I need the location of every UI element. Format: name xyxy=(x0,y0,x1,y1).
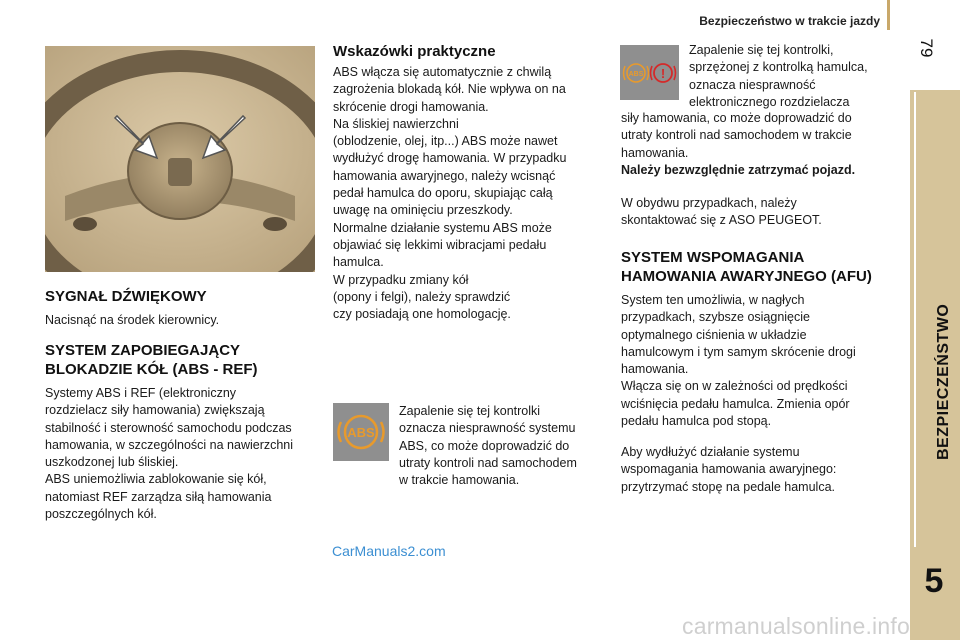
abs-ref-title-line1: SYSTEM ZAPOBIEGAJĄCY xyxy=(45,342,241,359)
abs-lamp-text: Zapalenie się tej kontrolki oznacza niesprawność systemu ABS, co może doprowadzić do utraty kontroli nad samochodem w trakcie hamowania. xyxy=(399,404,577,488)
abs-brake-text-beside: Zapalenie się tej kontrolki, sprzężonej z kontrolką hamulca, oznacza niesprawność elektronicznego rozdzielacza xyxy=(689,43,868,109)
abs-icon-label: ABS xyxy=(347,425,375,440)
abs-brake-warning: Należy bezwzględnie zatrzymać pojazd. xyxy=(621,163,856,177)
abs-brake-icon-alert-label: ! xyxy=(660,66,666,81)
footer-watermark: carmanualsonline.info xyxy=(682,613,910,639)
abs-ref-text: Systemy ABS i REF (elektroniczny rozdzielacz siły hamowania) zwiększają stabilność i sterowność samochodu podczas hamowania, w szczególności na nawierzchni uszkodzonej lub śliskiej. ABS uniemożliwia zablokowanie się kół, natomiast REF zarządza siłą hamowania poszczególnych kół. xyxy=(45,386,294,522)
afu-text: System ten umożliwia, w nagłych przypadkach, szybsze osiągnięcie optymalnego ciśnienia w układzie hamulcowym i tym samym skrócenie drogi hamowania. Włącza się on w zależności od prędkości wciśnięcia pedału hamulca. Zmienia opór pedału hamulca pod stopą. xyxy=(621,293,856,429)
abs-warning-icon xyxy=(333,403,389,461)
page-number: 79 xyxy=(917,38,936,58)
chapter-number: 5 xyxy=(924,562,944,600)
tips-text: ABS włącza się automatycznie z chwilą zagrożenia blokadą kół. Nie wpływa on na skrócenie drogi hamowania. Na śliskiej nawierzchni (oblodzenie, olej, itp...) ABS może nawet wydłużyć drogę hamowania. W przypadku hamowania awaryjnego, należy wcisnąć pedał hamulca do oporu, skupiając całą uwagę na ominięciu przeszkody. Normalne działanie systemu ABS może objawiać się lekkimi wibracjami pedału hamulca. W przypadku zmiany kół (opony i felgi), należy sprawdzić czy posiadają one homologację. xyxy=(333,65,567,322)
page-header xyxy=(0,0,890,32)
header-title: Bezpieczeństwo w trakcie jazdy xyxy=(699,14,880,28)
abs-ref-title-line2: BLOKADZIE KÓŁ (ABS - REF) xyxy=(45,361,258,378)
sidebar-section-title: BEZPIECZEŃSTWO xyxy=(935,303,952,460)
sidebar-divider xyxy=(914,92,916,547)
abs-brake-warning-icon xyxy=(620,45,679,100)
tips-title: Wskazówki praktyczne xyxy=(333,43,496,60)
abs-brake-contact: W obydwu przypadkach, należy skontaktować się z ASO PEUGEOT. xyxy=(621,196,822,228)
horn-text: Nacisnąć na środek kierownicy. xyxy=(45,313,220,327)
abs-brake-text-below: siły hamowania, co może doprowadzić do utraty kontroli nad samochodem w trakcie hamowania. xyxy=(621,111,852,160)
header-rule xyxy=(887,0,890,30)
abs-brake-icon-abs-label: ABS xyxy=(628,71,644,78)
afu-title-line2: HAMOWANIA AWARYJNEGO (AFU) xyxy=(621,268,872,285)
afu-title-line1: SYSTEM WSPOMAGANIA xyxy=(621,249,805,266)
afu-text-2: Aby wydłużyć działanie systemu wspomagania hamowania awaryjnego: przytrzymać stopę na pedale hamulca. xyxy=(621,445,837,494)
watermark: CarManuals2.com xyxy=(332,543,446,559)
horn-title: SYGNAŁ DŹWIĘKOWY xyxy=(45,288,207,305)
steering-wheel-horn-photo xyxy=(45,46,315,272)
